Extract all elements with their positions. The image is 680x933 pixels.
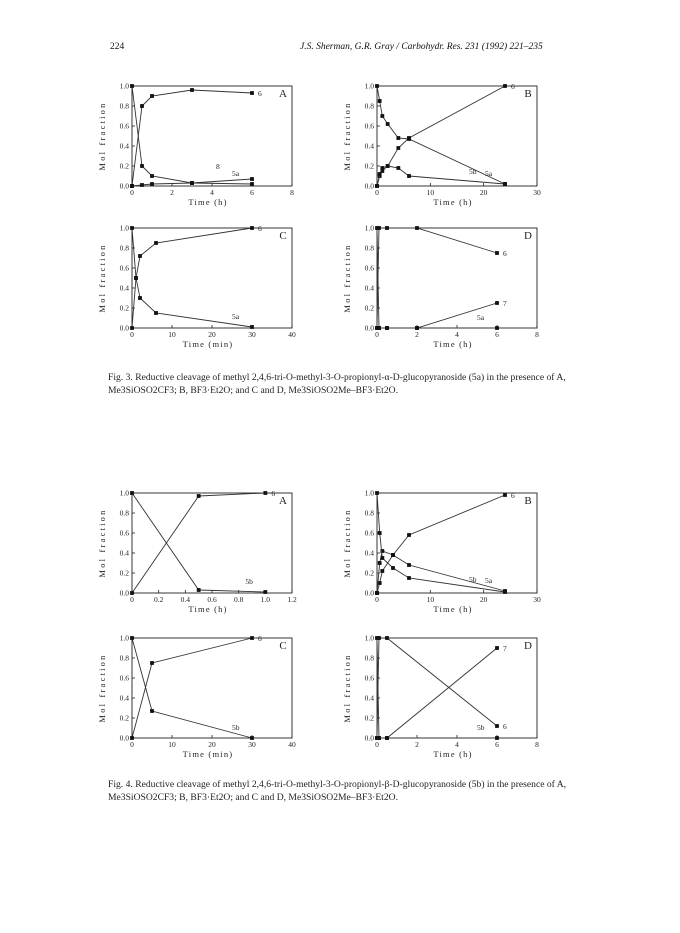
series-label: 5b — [469, 167, 477, 176]
y-tick-label: 1.0 — [364, 81, 374, 91]
x-tick-label: 0 — [130, 188, 134, 197]
y-tick-label: 0.0 — [119, 733, 129, 743]
y-tick-label: 0.6 — [119, 673, 129, 683]
data-point — [377, 326, 381, 330]
x-axis-label: Time (h) — [433, 197, 473, 207]
series-label: 6 — [271, 489, 276, 498]
data-point — [197, 588, 201, 592]
series-label: 6 — [258, 224, 262, 233]
x-axis-label: Time (min) — [182, 339, 234, 349]
data-point — [130, 84, 134, 88]
chart-svg — [88, 632, 318, 782]
data-point — [415, 326, 419, 330]
x-tick-label: 20 — [479, 188, 488, 197]
series-label: 7 — [503, 299, 507, 308]
data-point — [190, 88, 194, 92]
data-point — [495, 251, 499, 255]
y-tick-label: 0.0 — [364, 181, 374, 191]
data-point — [385, 226, 389, 230]
y-tick-label: 0.6 — [364, 673, 374, 683]
x-tick-label: 8 — [290, 188, 294, 197]
x-axis-label: Time (h) — [188, 197, 228, 207]
fig3-panel-d — [333, 222, 563, 372]
x-tick-label: 4 — [455, 330, 459, 339]
x-tick-label: 2 — [415, 330, 419, 339]
x-tick-label: 30 — [533, 595, 541, 604]
fig4-panel-d — [333, 632, 563, 782]
chart-svg — [88, 487, 318, 637]
series-label: 6 — [503, 722, 507, 731]
x-tick-label: 0.2 — [153, 595, 164, 604]
x-tick-label: 20 — [208, 740, 216, 749]
y-tick-label: 0.6 — [364, 121, 374, 131]
x-tick-label: 20 — [208, 330, 216, 339]
x-tick-label: 40 — [288, 740, 296, 749]
series-label: 5a — [232, 312, 240, 321]
fig3-panel-b — [333, 80, 563, 230]
plot-frame — [377, 638, 537, 738]
x-tick-label: 30 — [248, 740, 256, 749]
series-label: 5b — [245, 577, 253, 586]
series-label: 7 — [503, 644, 507, 653]
x-tick-label: 8 — [535, 330, 539, 339]
data-point — [407, 137, 411, 141]
data-point — [130, 591, 134, 595]
y-tick-label: 1.0 — [119, 81, 129, 91]
y-tick-label: 0.2 — [364, 713, 374, 723]
plot-frame — [132, 493, 292, 593]
data-point — [250, 182, 254, 186]
x-tick-label: 0 — [375, 330, 379, 339]
data-point — [250, 177, 254, 181]
x-tick-label: 10 — [168, 740, 176, 749]
data-point — [385, 326, 389, 330]
chart-svg — [333, 80, 563, 230]
data-point — [380, 556, 384, 560]
x-tick-label: 6 — [250, 188, 254, 197]
y-tick-label: 0.2 — [119, 303, 129, 313]
x-tick-label: 6 — [495, 330, 499, 339]
data-point — [495, 326, 499, 330]
data-point — [130, 226, 134, 230]
y-tick-label: 0.4 — [364, 693, 374, 703]
x-tick-label: 30 — [248, 330, 256, 339]
fig3-panel-c — [88, 222, 318, 372]
data-point — [375, 226, 379, 230]
series-label: 6 — [258, 89, 262, 98]
data-point — [378, 172, 382, 176]
data-point — [138, 296, 142, 300]
data-point — [134, 276, 138, 280]
data-point — [391, 553, 395, 557]
series-label: 5b — [469, 575, 477, 584]
data-point — [140, 164, 144, 168]
x-tick-label: 40 — [288, 330, 296, 339]
data-point — [150, 94, 154, 98]
data-point — [407, 576, 411, 580]
data-point — [396, 136, 400, 140]
fig4-panel-b — [333, 487, 563, 637]
panel-letter: C — [279, 230, 287, 242]
data-point — [154, 241, 158, 245]
x-axis-label: Time (h) — [433, 749, 473, 759]
data-point — [378, 99, 382, 103]
x-tick-label: 0 — [375, 188, 379, 197]
y-tick-label: 0.6 — [364, 528, 374, 538]
data-point — [250, 91, 254, 95]
data-point — [385, 736, 389, 740]
data-point — [375, 491, 379, 495]
data-point — [263, 590, 267, 594]
data-point — [250, 226, 254, 230]
y-tick-label: 1.0 — [119, 488, 129, 498]
y-tick-label: 0.8 — [364, 508, 374, 518]
data-point — [385, 636, 389, 640]
series-label: 5a — [485, 576, 493, 585]
series-label: 5b — [477, 723, 485, 732]
data-point — [503, 84, 507, 88]
y-tick-label: 1.0 — [119, 223, 129, 233]
y-tick-label: 0.4 — [364, 283, 374, 293]
x-tick-label: 20 — [479, 595, 488, 604]
x-tick-label: 10 — [426, 595, 435, 604]
data-point — [197, 494, 201, 498]
x-axis-label: Time (h) — [433, 604, 473, 614]
x-tick-label: 10 — [426, 188, 435, 197]
y-tick-label: 0.0 — [364, 323, 374, 333]
data-point — [380, 114, 384, 118]
data-point — [407, 174, 411, 178]
y-tick-label: 0.2 — [119, 161, 129, 171]
panel-letter: C — [279, 640, 287, 652]
series-label: 6 — [258, 634, 262, 643]
x-tick-label: 2 — [170, 188, 174, 197]
data-point — [391, 566, 395, 570]
fig4-caption: Fig. 4. Reductive cleavage of methyl 2,4,6-tri-O-methyl-3-O-propionyl-β-D-glucopyranoside (5b) in the presence of A, Me3SiOSO2CF3; B, BF3·Et2O; and C and D, Me3SiOSO2Me–BF3·Et2O. — [108, 779, 567, 803]
data-point — [250, 736, 254, 740]
data-point — [503, 182, 507, 186]
y-tick-label: 0.4 — [119, 693, 129, 703]
data-point — [130, 736, 134, 740]
y-tick-label: 0.8 — [119, 508, 129, 518]
y-tick-label: 0.2 — [364, 303, 374, 313]
series-label: 5a — [232, 169, 240, 178]
panel-letter: D — [524, 640, 532, 652]
x-tick-label: 0 — [130, 595, 134, 604]
panel-letter: A — [279, 495, 287, 507]
plot-frame — [377, 86, 537, 186]
y-tick-label: 1.0 — [119, 633, 129, 643]
y-tick-label: 0.6 — [119, 528, 129, 538]
y-tick-label: 0.4 — [364, 141, 374, 151]
plot-frame — [132, 638, 292, 738]
y-tick-label: 0.0 — [119, 181, 129, 191]
data-point — [375, 636, 379, 640]
x-tick-label: 0 — [375, 740, 379, 749]
fig3-caption: Fig. 3. Reductive cleavage of methyl 2,4,6-tri-O-methyl-3-O-propionyl-α-D-glucopyranoside (5a) in the presence of A, Me3SiOSO2CF3; B, BF3·Et2O; and C and D, Me3SiOSO2Me–BF3·Et2O. — [108, 372, 566, 396]
data-point — [407, 533, 411, 537]
chart-svg — [333, 632, 563, 782]
data-point — [375, 591, 379, 595]
x-tick-label: 30 — [533, 188, 541, 197]
data-point — [130, 636, 134, 640]
series-label: 6 — [511, 491, 515, 500]
y-tick-label: 0.6 — [364, 263, 374, 273]
x-tick-label: 4 — [455, 740, 459, 749]
y-axis-label: Mol fraction — [342, 243, 352, 313]
series-label: 5a — [477, 313, 485, 322]
panel-letter: B — [524, 88, 532, 100]
panel-letter: B — [524, 495, 532, 507]
y-tick-label: 0.4 — [119, 283, 129, 293]
y-axis-label: Mol fraction — [97, 243, 107, 313]
data-point — [386, 164, 390, 168]
data-point — [396, 166, 400, 170]
series-label: 5b — [232, 723, 240, 732]
y-axis-label: Mol fraction — [97, 101, 107, 171]
data-point — [495, 736, 499, 740]
data-point — [150, 661, 154, 665]
data-point — [130, 326, 134, 330]
x-tick-label: 0.4 — [180, 595, 191, 604]
panel-letter: D — [524, 230, 532, 242]
y-tick-label: 0.8 — [119, 243, 129, 253]
y-tick-label: 0.6 — [119, 121, 129, 131]
y-tick-label: 1.0 — [364, 633, 374, 643]
data-point — [250, 325, 254, 329]
panel-letter: A — [279, 88, 287, 100]
data-point — [140, 183, 144, 187]
x-axis-label: Time (h) — [433, 339, 473, 349]
y-tick-label: 0.8 — [119, 101, 129, 111]
y-tick-label: 0.0 — [119, 323, 129, 333]
y-tick-label: 0.8 — [364, 101, 374, 111]
data-point — [495, 301, 499, 305]
y-axis-label: Mol fraction — [97, 653, 107, 723]
series-label: 8 — [216, 162, 220, 171]
series-label: 6 — [503, 249, 507, 258]
y-tick-label: 1.0 — [364, 223, 374, 233]
x-tick-label: 1.2 — [287, 595, 297, 604]
y-tick-label: 0.4 — [119, 548, 129, 558]
x-tick-label: 0 — [375, 595, 379, 604]
data-point — [495, 724, 499, 728]
data-point — [396, 146, 400, 150]
y-tick-label: 0.8 — [364, 243, 374, 253]
x-tick-label: 1.0 — [260, 595, 271, 604]
y-tick-label: 0.2 — [119, 568, 129, 578]
data-point — [377, 736, 381, 740]
data-point — [378, 561, 382, 565]
data-point — [140, 104, 144, 108]
data-point — [503, 590, 507, 594]
x-tick-label: 10 — [168, 330, 176, 339]
data-point — [150, 709, 154, 713]
chart-svg — [333, 487, 563, 637]
x-tick-label: 2 — [415, 740, 419, 749]
y-tick-label: 0.0 — [364, 588, 374, 598]
y-tick-label: 0.4 — [364, 548, 374, 558]
data-point — [130, 491, 134, 495]
data-point — [263, 491, 267, 495]
chart-svg — [88, 222, 318, 372]
data-point — [250, 636, 254, 640]
y-tick-label: 0.0 — [364, 733, 374, 743]
data-point — [150, 182, 154, 186]
y-tick-label: 0.2 — [364, 161, 374, 171]
data-point — [138, 254, 142, 258]
page-number: 224 — [110, 42, 125, 52]
x-tick-label: 8 — [535, 740, 539, 749]
series-label: 6 — [511, 82, 515, 91]
x-axis-label: Time (h) — [188, 604, 228, 614]
y-tick-label: 0.8 — [119, 653, 129, 663]
data-point — [375, 184, 379, 188]
y-tick-label: 0.8 — [364, 653, 374, 663]
y-axis-label: Mol fraction — [97, 508, 107, 578]
chart-svg — [333, 222, 563, 372]
x-tick-label: 6 — [495, 740, 499, 749]
y-tick-label: 1.0 — [364, 488, 374, 498]
data-point — [407, 563, 411, 567]
data-point — [190, 181, 194, 185]
data-point — [495, 646, 499, 650]
data-point — [375, 84, 379, 88]
data-point — [386, 122, 390, 126]
x-axis-label: Time (min) — [182, 749, 234, 759]
x-tick-label: 0 — [130, 740, 134, 749]
y-axis-label: Mol fraction — [342, 508, 352, 578]
y-tick-label: 0.0 — [119, 588, 129, 598]
series-line — [377, 551, 505, 593]
fig4-panel-a — [88, 487, 318, 637]
data-point — [378, 531, 382, 535]
x-tick-label: 0.8 — [233, 595, 244, 604]
x-tick-label: 0 — [130, 330, 134, 339]
data-point — [130, 184, 134, 188]
y-axis-label: Mol fraction — [342, 101, 352, 171]
x-tick-label: 4 — [210, 188, 214, 197]
series-label: 5a — [485, 169, 493, 178]
y-axis-label: Mol fraction — [342, 653, 352, 723]
plot-frame — [132, 86, 292, 186]
fig3-panel-a — [88, 80, 318, 230]
data-point — [154, 311, 158, 315]
data-point — [503, 493, 507, 497]
data-point — [150, 174, 154, 178]
data-point — [380, 166, 384, 170]
running-head: J.S. Sherman, G.R. Gray / Carbohydr. Res. 231 (1992) 221–235 — [300, 42, 543, 52]
chart-svg — [88, 80, 318, 230]
fig4-panel-c — [88, 632, 318, 782]
plot-frame — [377, 228, 537, 328]
y-tick-label: 0.4 — [119, 141, 129, 151]
y-tick-label: 0.2 — [364, 568, 374, 578]
y-tick-label: 0.2 — [119, 713, 129, 723]
x-tick-label: 0.6 — [207, 595, 217, 604]
data-point — [380, 569, 384, 573]
data-point — [415, 226, 419, 230]
y-tick-label: 0.6 — [119, 263, 129, 273]
